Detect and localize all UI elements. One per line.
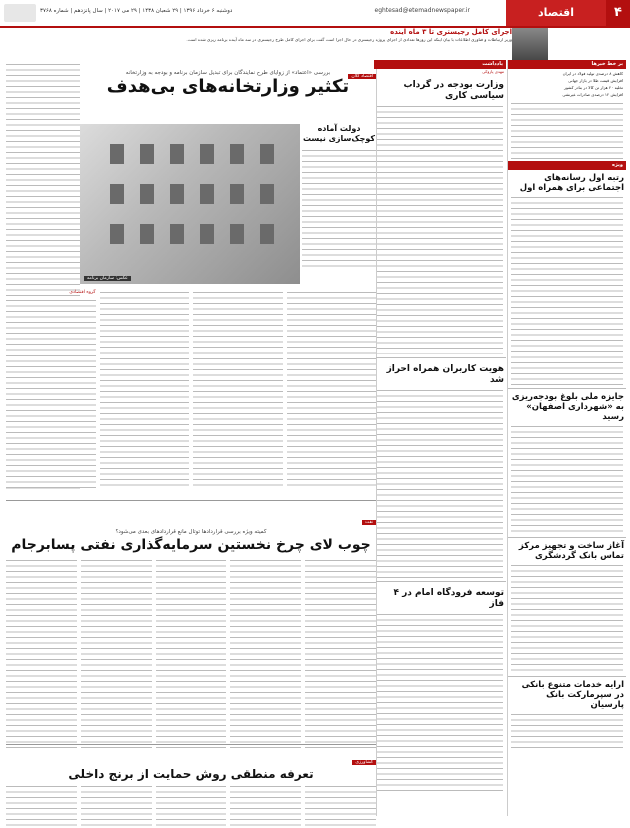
section-divider [6, 500, 376, 501]
side-box [302, 124, 376, 268]
text-block [6, 298, 96, 488]
photo-caption: عکس: سازمان برنامه [84, 276, 131, 281]
list-item: افزایش ۱۲ درصدی صادرات غیرنفتی [562, 92, 623, 97]
section-label: کشاورزی [352, 760, 376, 765]
story-headline: چوب لای چرخ نخستین سرمایه‌گذاری نفتی پسابرجام [11, 537, 371, 553]
lead-body: وزیر ارتباطات و فناوری اطلاعات با بیان اینکه این روزها تعدادی از اجزای پروژه رجیستری در حال اجرا است گفت برای اجرای کامل طرح رجیستری در سه ماه آینده برنامه ریزی شده است. [186, 37, 512, 42]
main-story [6, 62, 376, 492]
text-column [81, 784, 152, 828]
text-block [302, 148, 376, 268]
section-title: اقتصاد [506, 0, 606, 26]
special-label: ویژه [508, 161, 626, 170]
text-column [81, 558, 152, 748]
divider [374, 357, 506, 358]
story-kicker: کمیته ویژه بررسی قراردادها توتال مانع قراردادهای بعدی می‌شود؟ [115, 529, 267, 535]
news-brief-label: بر خط خبرها [508, 60, 626, 69]
rice-story [6, 748, 376, 816]
story-headline: تکثیر وزارتخانه‌های بی‌هدف [106, 76, 350, 97]
divider [374, 581, 506, 582]
text-column [305, 558, 376, 748]
middle-column [374, 60, 506, 816]
story-headline: جایزه ملی بلوغ بودجه‌ریزی به «شهرداری اصفهان» رسید [511, 392, 624, 422]
divider [508, 388, 626, 389]
divider [508, 676, 626, 677]
section-email: eghtesad@etemadnewspaper.ir [374, 7, 470, 14]
newspaper-logo [4, 4, 36, 22]
story-headline: رتبه اول رسانه‌های اجتماعی برای همراه اول [519, 173, 624, 193]
divider [508, 537, 626, 538]
text-column [6, 290, 96, 490]
building-photo [80, 124, 300, 284]
text-column [305, 784, 376, 828]
text-column [100, 290, 190, 490]
lead-photo [512, 28, 548, 62]
text-block [377, 388, 503, 578]
text-column [230, 558, 301, 748]
section-label: اقتصاد کلان [348, 74, 376, 79]
text-column [193, 290, 283, 490]
text-block [511, 563, 623, 673]
byline: گروه اقتصادی [69, 290, 96, 295]
story-kicker: بررسی «اعتماد» از زوایای طرح نمایندگان برای تبدیل سازمان برنامه و بودجه به وزارتخانه [125, 70, 331, 76]
note-headline: وزارت بودجه در گرداب سیاسی کاری [403, 80, 504, 101]
date-line: دوشنبه ۶ خرداد ۱۳۹۶ | ۲۹ شعبان ۱۴۳۸ | ۲۹ می ۲۰۱۷ | سال پانزدهم | شماره ۳۷۶۸ [40, 8, 233, 14]
text-column [156, 558, 227, 748]
text-column [6, 558, 77, 748]
text-column [230, 784, 301, 828]
text-block [511, 195, 623, 385]
note-label: یادداشت [374, 60, 506, 69]
list-item: تخلیه ۲۰ هزار تن کالا در بنادر کشور [564, 85, 623, 90]
box-headline: هویت کاربران همراه احراز شد [386, 364, 504, 385]
lead-headline: اجرای کامل رجیستری تا ۳ ماه آینده [390, 28, 512, 36]
section-label: نفت [362, 520, 376, 525]
list-item: افزایش قیمت طلا در بازار جهانی [568, 78, 623, 83]
story-headline: توسعه فرودگاه امام در ۴ فاز [393, 588, 504, 609]
page-number: ۴ [606, 0, 630, 26]
story-headline: تعرفه منطقی روش حمایت از برنج داخلی [68, 767, 314, 781]
news-brief-list [508, 69, 626, 101]
section-divider [6, 744, 376, 745]
story-columns [6, 290, 376, 490]
column-divider [507, 60, 508, 816]
text-column [6, 784, 77, 828]
story-headline: ارایه خدمات متنوع بانکی در سپرمارکت بانک پارسیان [521, 680, 624, 710]
text-block [511, 424, 623, 534]
story-columns [6, 558, 376, 748]
page-header [0, 0, 630, 28]
list-item: کاهش ۸ درصدی تولید فولاد در ایران [562, 71, 623, 76]
text-block [377, 612, 503, 792]
oil-story [6, 508, 376, 744]
story-columns [6, 784, 376, 828]
text-block [511, 101, 623, 161]
side-headline: دولت آماده کوچک‌سازی نیست [302, 124, 376, 143]
text-block [377, 104, 503, 354]
text-column [287, 290, 377, 490]
lead-news [6, 28, 512, 64]
text-column [156, 784, 227, 828]
author-name: مهدی پازوکی [482, 69, 504, 74]
story-headline: آغاز ساخت و تجهیز مرکز تماس بانک گردشگری [518, 541, 624, 561]
text-block [511, 712, 623, 752]
right-column [508, 60, 626, 816]
